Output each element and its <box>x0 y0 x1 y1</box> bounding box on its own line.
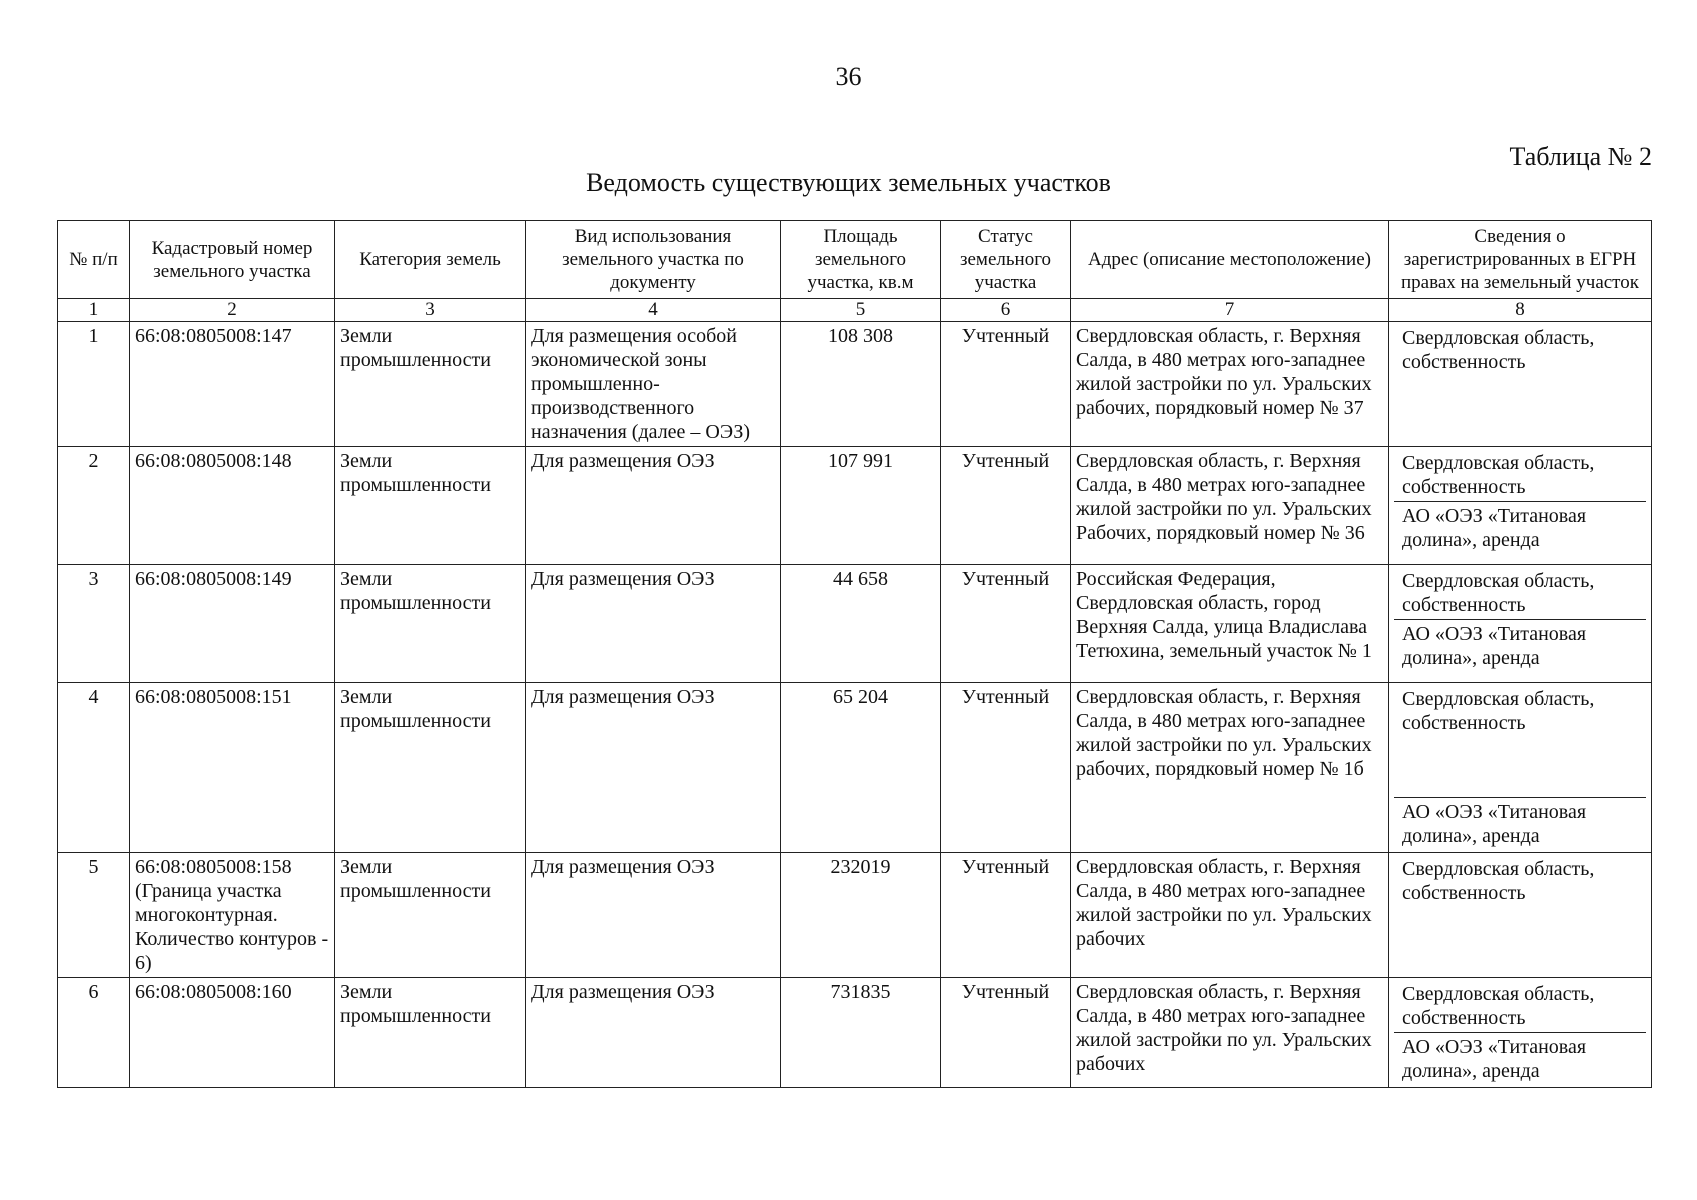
cadastral-number: 66:08:0805008:147 <box>130 322 335 447</box>
table-label: Таблица № 2 <box>1509 142 1652 171</box>
table-row <box>58 565 1652 683</box>
document-title: Ведомость существующих земельных участков <box>586 168 1111 197</box>
registered-rights <box>1389 853 1652 978</box>
header-cell-category: Категория земель <box>335 221 526 299</box>
header-cell-status: Статус земельного участка <box>941 221 1071 299</box>
registered-rights <box>1389 565 1652 683</box>
right-entry: АО «ОЭЗ «Титановая долина», аренда <box>1394 1032 1646 1085</box>
plot-area: 65 204 <box>781 683 941 853</box>
plot-address: Свердловская область, г. Верхняя Салда, в 480 метрах юго-западнее жилой застройки по ул. Уральских рабочих, порядковый номер № 1б <box>1071 683 1389 853</box>
plot-status: Учтенный <box>941 853 1071 978</box>
column-index: 8 <box>1389 299 1652 322</box>
header-cell-address: Адрес (описание местоположение) <box>1071 221 1389 299</box>
permitted-use: Для размещения ОЭЗ <box>526 853 781 978</box>
row-number: 5 <box>58 853 130 978</box>
plot-address: Свердловская область, г. Верхняя Салда, в 480 метрах юго-западнее жилой застройки по ул. Уральских рабочих <box>1071 853 1389 978</box>
header-cell-cadastral: Кадастровый номер земельного участка <box>130 221 335 299</box>
permitted-use: Для размещения ОЭЗ <box>526 447 781 565</box>
row-number: 6 <box>58 978 130 1088</box>
header-cell-use: Вид использования земельного участка по документу <box>526 221 781 299</box>
page-number: 36 <box>835 62 862 91</box>
plot-area: 731835 <box>781 978 941 1088</box>
right-entry: Свердловская область, собственность <box>1402 688 1595 734</box>
land-category: Земли промышленности <box>335 853 526 978</box>
right-entry: Свердловская область, собственность <box>1402 983 1595 1029</box>
permitted-use: Для размещения ОЭЗ <box>526 565 781 683</box>
right-entry: Свердловская область, собственность <box>1402 327 1595 373</box>
plot-area: 44 658 <box>781 565 941 683</box>
column-index: 4 <box>526 299 781 322</box>
land-category: Земли промышленности <box>335 447 526 565</box>
plot-status: Учтенный <box>941 447 1071 565</box>
land-category: Земли промышленности <box>335 978 526 1088</box>
land-category: Земли промышленности <box>335 683 526 853</box>
cadastral-number: 66:08:0805008:148 <box>130 447 335 565</box>
row-number: 1 <box>58 322 130 447</box>
permitted-use: Для размещения ОЭЗ <box>526 978 781 1088</box>
header-row <box>58 221 1652 299</box>
header-cell-num: № п/п <box>58 221 130 299</box>
plot-status: Учтенный <box>941 565 1071 683</box>
land-category: Земли промышленности <box>335 322 526 447</box>
right-entry: Свердловская область, собственность <box>1402 570 1595 616</box>
column-index: 2 <box>130 299 335 322</box>
table-row <box>58 447 1652 565</box>
permitted-use: Для размещения ОЭЗ <box>526 683 781 853</box>
row-number: 3 <box>58 565 130 683</box>
header-cell-rights: Сведения о зарегистрированных в ЕГРН правах на земельный участок <box>1389 221 1652 299</box>
right-entry: АО «ОЭЗ «Титановая долина», аренда <box>1394 797 1646 850</box>
table-row <box>58 322 1652 447</box>
plot-status: Учтенный <box>941 978 1071 1088</box>
column-index: 5 <box>781 299 941 322</box>
plot-area: 108 308 <box>781 322 941 447</box>
registered-rights <box>1389 447 1652 565</box>
row-number: 2 <box>58 447 130 565</box>
cadastral-number: 66:08:0805008:151 <box>130 683 335 853</box>
row-number: 4 <box>58 683 130 853</box>
plot-area: 107 991 <box>781 447 941 565</box>
cadastral-number: 66:08:0805008:160 <box>130 978 335 1088</box>
right-entry: АО «ОЭЗ «Титановая долина», аренда <box>1394 501 1646 554</box>
plot-status: Учтенный <box>941 683 1071 853</box>
column-index-row <box>58 299 1652 322</box>
table-row <box>58 978 1652 1088</box>
plot-area: 232019 <box>781 853 941 978</box>
registered-rights <box>1389 978 1652 1088</box>
right-entry: Свердловская область, собственность <box>1402 452 1595 498</box>
plot-address: Российская Федерация, Свердловская область, город Верхняя Салда, улица Владислава Тетюхина, земельный участок № 1 <box>1071 565 1389 683</box>
permitted-use: Для размещения особой экономической зоны промышленно-производственного назначения (далее – ОЭЗ) <box>526 322 781 447</box>
column-index: 1 <box>58 299 130 322</box>
column-index: 7 <box>1071 299 1389 322</box>
table-row <box>58 683 1652 853</box>
table-row <box>58 853 1652 978</box>
cadastral-number: 66:08:0805008:149 <box>130 565 335 683</box>
land-plots-table <box>57 220 1652 1088</box>
column-index: 6 <box>941 299 1071 322</box>
column-index: 3 <box>335 299 526 322</box>
plot-address: Свердловская область, г. Верхняя Салда, в 480 метрах юго-западнее жилой застройки по ул. Уральских рабочих, порядковый номер № 37 <box>1071 322 1389 447</box>
plot-address: Свердловская область, г. Верхняя Салда, в 480 метрах юго-западнее жилой застройки по ул. Уральских Рабочих, порядковый номер № 36 <box>1071 447 1389 565</box>
land-category: Земли промышленности <box>335 565 526 683</box>
registered-rights <box>1389 322 1652 447</box>
right-entry: Свердловская область, собственность <box>1402 858 1595 904</box>
registered-rights <box>1389 683 1652 853</box>
header-cell-area: Площадь земельного участка, кв.м <box>781 221 941 299</box>
plot-address: Свердловская область, г. Верхняя Салда, в 480 метрах юго-западнее жилой застройки по ул. Уральских рабочих <box>1071 978 1389 1088</box>
cadastral-number: 66:08:0805008:158 (Граница участка многоконтурная. Количество контуров - 6) <box>130 853 335 978</box>
plot-status: Учтенный <box>941 322 1071 447</box>
right-entry: АО «ОЭЗ «Титановая долина», аренда <box>1394 619 1646 672</box>
